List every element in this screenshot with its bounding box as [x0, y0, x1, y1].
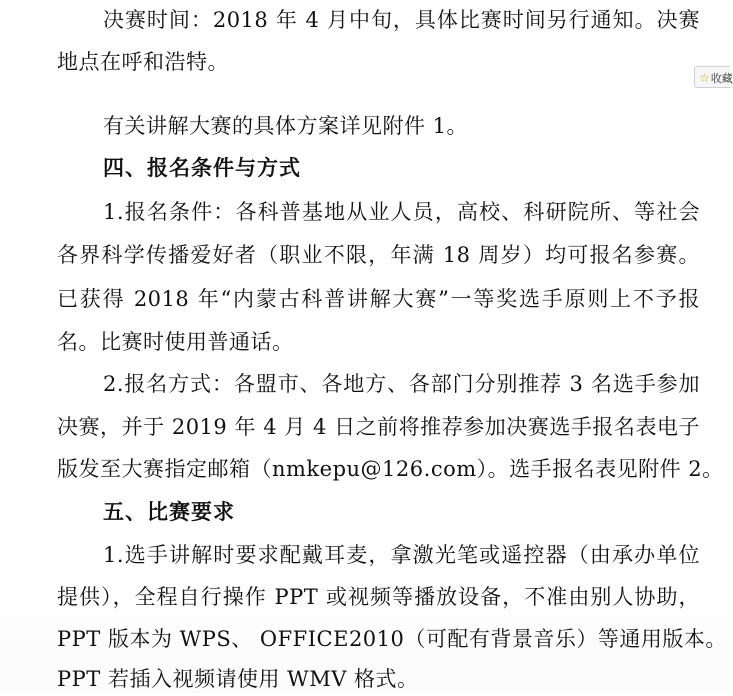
paragraph-line: 版发至大赛指定邮箱（nmkepu@126.com）。选手报名表见附件 2。: [57, 457, 724, 481]
paragraph-line: 提供），全程自行操作 PPT 或视频等播放设备，不准由别人协助，: [57, 585, 700, 609]
paragraph-line: 有关讲解大赛的具体方案详见附件 1。: [103, 114, 469, 138]
section-heading: 四、报名条件与方式: [103, 155, 301, 180]
section-heading: 五、比赛要求: [103, 499, 235, 524]
paragraph-line: 各界科学传播爱好者（职业不限，年满 18 周岁）均可报名参赛。: [57, 243, 700, 267]
paragraph-line: 1.报名条件：各科普基地从业人员，高校、科研院所、等社会: [103, 200, 700, 224]
favorite-label: 收藏: [710, 72, 733, 85]
paragraph-line: 1.选手讲解时要求配戴耳麦，拿激光笔或遥控器（由承办单位: [103, 543, 700, 567]
star-icon: ☆: [699, 71, 710, 85]
paragraph-line: 地点在呼和浩特。: [57, 50, 229, 74]
paragraph-line: 2.报名方式：各盟市、各地方、各部门分别推荐 3 名选手参加: [103, 372, 700, 396]
paragraph-line: PPT 版本为 WPS、 OFFICE2010（可配有背景音乐）等通用版本。: [57, 627, 727, 651]
paragraph-line: 决赛，并于 2019 年 4 月 4 日之前将推荐参加决赛选手报名表电子: [57, 415, 700, 439]
paragraph-line: 决赛时间：2018 年 4 月中旬，具体比赛时间另行通知。决赛: [103, 8, 700, 32]
paragraph-line: 名。比赛时使用普通话。: [57, 330, 294, 354]
paragraph-line: 已获得 2018 年“内蒙古科普讲解大赛”一等奖选手原则上不予报: [57, 287, 700, 311]
paragraph-line: PPT 若插入视频请使用 WMV 格式。: [57, 667, 419, 691]
